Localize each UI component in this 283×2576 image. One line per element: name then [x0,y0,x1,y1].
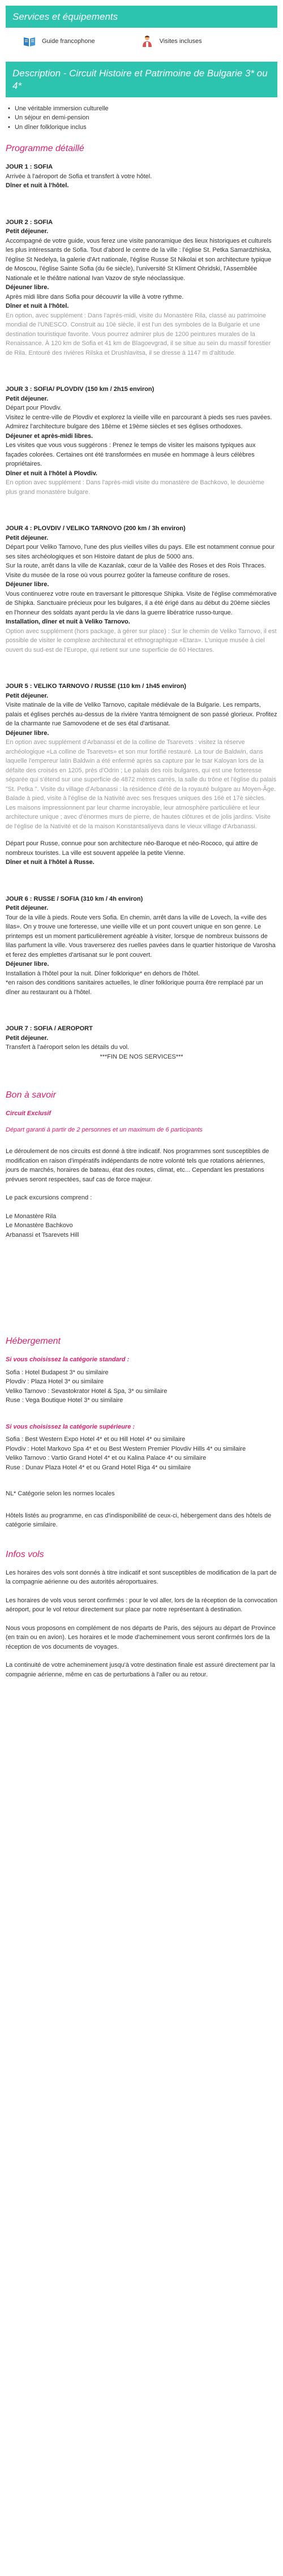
day-text: Départ pour Plovdiv. [6,405,62,412]
list-item: • Un séjour en demi-pension [14,113,277,123]
day-dinner: Dîner et nuit à l'hôtel à Russe. [6,859,95,866]
flight-info-text: La continuité de votre acheminement jusqu'à votre destination finale est assuré directement par la compagnie aérienne, même en cas de perturbations à l'aller ou au retour. [6,1662,275,1678]
day-option: En option avec supplément d'Arbanassi et de la colline de Tsarevets : visitez la réserve archéologique «La colline de Tsarevets» et son mur fortifié restauré. La tour de Baldwin, dans laquelle l'empereur latin Baldwin a été enfermé après sa capture par le tsar Kaloyan lors de la défaite des croisés en 1205, près d'Odrin ; Le palais des rois bulgares, qui est une forteresse séparée qui s'étend sur une superficie de 4872 mètres carrés, la salle du trône et l'église du palais "St. Petka ". Visite du village d'Arbanassi : la résidence d'été de la royauté bulgare au Moyen-Âge. Balade à pied, visite à l'église de la Nativité avec ses fresques uniques des 16è et 17è siècles. Les maisons impressionnent par leur charme incroyable, leur atmosphère particulière et leur architecture unique ; avec d'énormes murs de pierre, de hautes clôtures et de jolis jardins. Visite de l'église de la Nativité et de la maison Konstantsaliyeva dans le vieux village d'Arbanassi. [6,739,277,830]
pack-list [6,1212,277,1240]
day-breakfast: Petit déjeuner. [6,534,49,541]
list-item: Arbanassi et Tsarevets Hill [6,1231,79,1238]
hebergement-title: Hébergement [6,1336,61,1347]
day-lunch: Déjeuner libre. [6,581,49,588]
day-text: *en raison des conditions sanitaires actuelles, le dîner folklorique pourra être remplacé par un dîner au restaurant ou à l'hôtel. [6,979,263,996]
disclaimer-text: Le déroulement de nos circuits est donné à titre indicatif. Nos programmes sont susceptibles de modification en raison d'impératifs indépendants de notre volonté tels que rotations aériennes, jours de marchés, horaires de bateau, état des routes, climat, etc... Cependant les prestations prévues seront respectées, sauf cas de force majeur. [6,1148,269,1183]
day-title: JOUR 5 : VELIKO TARNOVO / RUSSE (110 km / 1h45 environ) [6,683,186,690]
day-text: Installation à l'hôtel pour la nuit. Dîner folklorique* en dehors de l'hôtel. [6,970,200,977]
day-6 [6,894,277,997]
visitor-icon [140,35,154,48]
day-option: En option, avec supplément : Dans l'après-midi, visite du Monastère Rila, classé au patrimoine mondial de l'UNESCO. Construit au 10è siècle, il est l'un des symboles de la Bulgarie et une destination touristique favorite. Vous pourrez admirer plus de 1200 peintures murales de la Renaissance. À 120 km de Sofia et 41 km de Blagoevgrad, il se situe au sein du massif forestier de Rila. Entouré des rivières Rilska et Drushlavitsa, il se dresse à 1147 m d'altitude. [6,312,271,356]
day-text: Départ pour Veliko Tarnovo, l'une des plus vieilles villes du pays. Elle est notamment connue pour ses sites archéologiques et son Histoire datant de plus de 5000 ans. [6,544,275,560]
day-2 [6,218,277,358]
day-title: JOUR 1 : SOFIA [6,164,53,171]
day-title: JOUR 2 : SOFIA [6,218,53,226]
flight-info-text: Nous vous proposons en complément de nos départs de Paris, des séjours au départ de Province (en train ou en avion). Les horaires et le mode d'acheminement vous seront confirmés lors de la réception de vos documents de voyages. [6,1624,276,1650]
list-item: Veliko Tarnovo : Vartio Grand Hotel 4* et ou Kalina Palace 4* ou similaire [6,1455,207,1462]
end-of-services: ***FIN DE NOS SERVICES*** [100,1053,183,1060]
list-item: Sofia : Best Western Expo Hotel 4* et ou Hill Hotel 4* ou similaire [6,1436,186,1443]
day-breakfast: Petit déjeuner. [6,395,49,402]
day-5 [6,682,277,867]
day-title: JOUR 7 : SOFIA / AEROPORT [6,1025,93,1033]
day-3 [6,385,277,497]
day-breakfast: Petit déjeuner. [6,905,49,912]
service-label-guide: Guide francophone [42,38,95,45]
day-4 [6,524,277,655]
page [0,6,283,1711]
superior-hotel-list [6,1435,277,1472]
day-text: Les visites que vous vous suggérons : Prenez le temps de visiter les maisons typiques aux façades colorées. Certaines ont été transformées en musée en hommage à leurs célèbres propriétaires. [6,442,256,468]
day-title: JOUR 6 : RUSSE / SOFIA (310 km / 4h environ) [6,895,143,902]
services-banner [6,6,277,28]
day-1 [6,162,277,191]
day-text: Départ pour Russe, connue pour son architecture néo-Baroque et néo-Rococo, qui attire de nombreux touristes. La ville est souvent appelée la petite Vienne. [6,840,258,857]
list-item: Ruse : Dunav Plaza Hotel 4* et ou Grand Hotel Riga 4* ou similaire [6,1464,191,1471]
description-title: Description - Circuit Histoire et Patrimoine de Bulgarie 3* ou 4* [12,68,268,91]
list-item: Plovdiv : Plaza Hotel 3* ou similaire [6,1378,104,1386]
program-title: Programme détaillé [6,144,84,154]
departure-guarantee: Départ garanti à partir de 2 personnes et un maximum de 6 participants [6,1126,203,1133]
day-text: Après midi libre dans Sofia pour découvrir la ville à votre rythme. [6,293,184,300]
list-item: Veliko Tarnovo : Sevastokrator Hotel & Spa, 3* ou similaire [6,1387,168,1395]
standard-hotel-list [6,1368,277,1405]
list-item: Plovdiv : Hotel Markovo Spa 4* et ou Best Western Premier Plovdiv Hills 4* ou similaire [6,1445,246,1452]
day-text: Visite matinale de la ville de Veliko Tarnovo, capitale médiévale de la Bulgarie. Les remparts, palais et églises perchés au-dessus de la rivière Yantra témoignent de son passé glorieux. Profitez de la charmante rue Samovodene et de ses étal d'artisanat. [6,702,277,728]
services-list [6,28,277,56]
day-text: Tour de la ville à pieds. Route vers Sofia. En chemin, arrêt dans la ville de Lovech, la «ville des lilas». On y trouve une forteresse, une vieille ville et un pont couvert unique en son genre. Le printemps est un moment particulièrement agréable à visiter, lorsque de nombreux buissons de lilas parfument la ville. Vous traverserez des ruelles pavées dans le quartier historique de Varosha et ferez des emplettes d'artisanat sur le pont couvert. [6,914,276,958]
day-7 [6,1024,277,1061]
list-item: Sofia : Hotel Budapest 3* ou similaire [6,1369,109,1376]
day-text: Visitez le centre-ville de Plovdiv et explorez la vieille ville en parcourant à pieds ses rues pavées. Admirez l'architecture bulgare des 18ème et 19ème siècles et ses églises orthodoxes. [6,414,272,431]
infos-vols-title: Infos vols [6,1549,44,1559]
pack-intro: Le pack excursions comprend : [6,1194,92,1202]
day-title: JOUR 4 : PLOVDIV / VELIKO TARNOVO (200 km / 3h environ) [6,525,186,532]
guide-icon [23,35,36,48]
day-option: Option avec supplément (hors package, à gérer sur place) : Sur le chemin de Veliko Tarnovo, il est possible de visiter le complexe architectural et ethnographique «Etara». L'unique musée à ciel ouvert du sud-est de l'Europe, qui retient sur une superficie de 60 Hectares. [6,627,277,653]
service-item-visites [140,35,202,48]
category-note: NL* Catégorie selon les normes locales [6,1490,115,1498]
day-breakfast: Petit déjeuner. [6,228,49,235]
day-dinner: Installation, dîner et nuit à Veliko Tarnovo. [6,618,130,626]
service-label-visites: Visites incluses [159,38,202,45]
standard-category-title: Si vous choisissez la catégorie standard : [6,1356,130,1364]
list-item: Le Monastère Rila [6,1212,57,1220]
day-text: Vous continuerez votre route en traversant le pittoresque Shipka. Visite de l'église commémorative de Shipka. Sanctuaire précieux pour les bulgares, il a été érigé dans au début du 20ème siècles en l'honneur des soldats ayant perdu la vie dans la guerre libératrice russo-turque. [6,590,277,616]
day-lunch: Déjeuner libre. [6,729,49,737]
superior-category-title: Si vous choisissez la catégorie supérieure : [6,1423,135,1430]
day-breakfast: Petit déjeuner. [6,1034,49,1042]
list-item: • Un dîner folklorique inclus [14,123,277,132]
flight-info-text: Les horaires des vols sont donnés à titre indicatif et sont susceptibles de modification de la part de la compagnie aérienne ou des autorités aéroportuaires. [6,1569,277,1586]
list-item: Ruse : Vega Boutique Hotel 3* ou similaire [6,1397,123,1404]
day-dinner: Dîner et nuit à l'hôtel. [6,303,69,310]
day-breakfast: Petit déjeuner. [6,692,49,699]
description-banner [6,62,277,97]
services-title: Services et équipements [12,11,118,22]
day-dinner: Dîner et nuit à l'hôtel à Plovdiv. [6,470,97,477]
day-text: Sur la route, arrêt dans la ville de Kazanlak, cœur de la Vallée des Roses et des Rois Thraces. Visite du musée de la rose où vous pourrez goûter la fameuse confiture de roses. [6,562,266,579]
day-lunch: Déjeuner et après-midi libres. [6,432,93,440]
list-item: • Une véritable immersion culturelle [14,104,277,114]
hotel-availability-note: Hôtels listés au programme, en cas d'indisponibilité de ceux-ci, hébergement dans des hôtels de catégorie similaire. [6,1512,272,1529]
day-text: Transfert à l'aéroport selon les détails du vol. [6,1044,130,1051]
day-lunch: Déjeuner libre. [6,961,49,968]
service-item-guide [23,35,95,48]
day-text: Arrivée à l'aéroport de Sofia et transfert à votre hôtel. [6,173,152,180]
day-lunch: Déjeuner libre. [6,284,49,291]
day-text: Accompagné de votre guide, vous ferez une visite panoramique des lieux historiques et culturels les plus intéressants de Sofia. Tout d'abord le centre de la ville : l'église St. Petka Samardzhiska, l'église St Nedelya, la galerie d'Art nationale, l'église Russe St Nikolai et son architecture typique de Moscou, l'église Sainte Sofia (du 6e siècle), l'université St Kliment Ohridski, l'Assemblée Nationale et le théâtre national Ivan Vazov de style néoclassique. [6,237,272,282]
list-item: Le Monastère Bachkovo [6,1222,73,1229]
day-title: JOUR 3 : SOFIA/ PLOVDIV (150 km / 2h15 environ) [6,386,155,393]
day-dinner: Dîner et nuit à l'hôtel. [6,182,69,190]
day-option: En option avec supplément : Dans l'après-midi visite du monastère de Bachkovo, le deuxième plus grand monastère bulgare. [6,479,265,496]
circuit-type: Circuit Exclusif [6,1110,52,1117]
highlights-list [6,104,277,132]
bon-a-savoir-title: Bon à savoir [6,1090,56,1100]
flight-info-text: Les horaires de vols vous seront confirmés : pour le vol aller, lors de la réception de la convocation aéroport, pour le vol retour directement sur place par notre représentant à destination. [6,1597,277,1614]
